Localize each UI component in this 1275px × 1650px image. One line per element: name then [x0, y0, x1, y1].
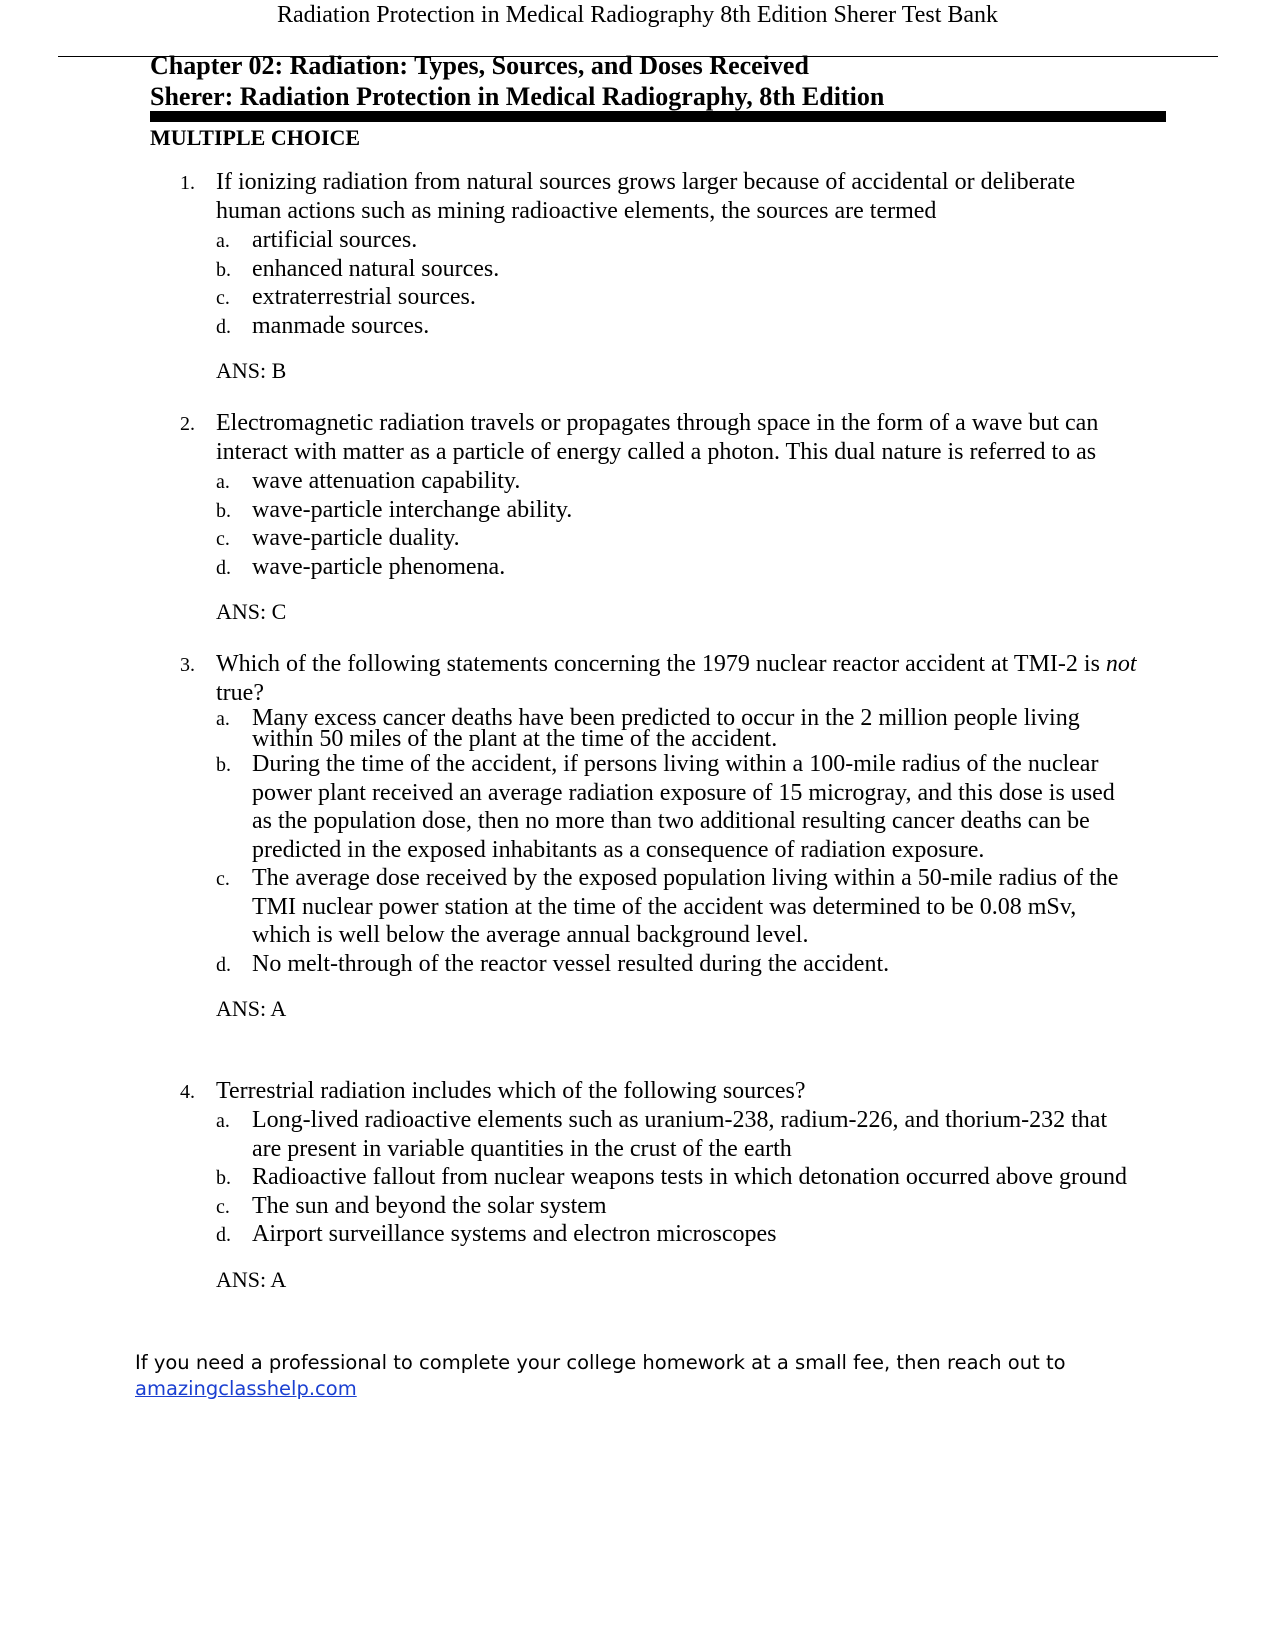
option-text: The sun and beyond the solar system — [252, 1192, 607, 1219]
option-letter: c. — [216, 287, 230, 309]
question-text-end: true? — [216, 680, 264, 706]
question-number: 1. — [180, 172, 195, 194]
chapter-title: Chapter 02: Radiation: Types, Sources, and Doses Received — [150, 51, 809, 80]
question-text-emphasis: not — [1105, 651, 1137, 677]
option-text: Many excess cancer deaths have been predicted to occur in the 2 million people living within 50 miles of the plant at the time of the accident. — [252, 705, 1080, 752]
question-stem — [180, 650, 1140, 708]
option-letter: b. — [216, 499, 231, 522]
option-text: manmade sources. — [252, 312, 430, 339]
option-text: extraterrestrial sources. — [252, 284, 476, 310]
footer-link[interactable]: amazingclasshelp.com — [135, 1377, 357, 1400]
option-letter: d. — [216, 556, 231, 579]
question-text: Electromagnetic radiation travels or propagates through space in the form of a wave but can interact with matter as a particle of energy called a photon. This dual nature is referred to as — [216, 410, 1099, 465]
question-1 — [180, 168, 1140, 384]
question-number: 2. — [180, 413, 195, 435]
option-c — [180, 864, 1140, 950]
option-text: wave attenuation capability. — [252, 468, 521, 494]
answer-key: ANS: A — [216, 1266, 287, 1292]
question-text: Terrestrial radiation includes which of the following sources? — [216, 1078, 806, 1104]
option-text: The average dose received by the exposed population living within a 50-mile radius of the TMI nuclear power station at the time of the accident was determined to be 0.08 mSv, which is well below the average annual background level. — [252, 865, 1119, 948]
option-list — [180, 226, 1140, 340]
question-text: If ionizing radiation from natural sources grows larger because of accidental or deliberate human actions such as mining radioactive elements, the sources are termed — [216, 169, 1076, 224]
option-letter: d. — [216, 1224, 231, 1246]
option-letter: b. — [216, 258, 231, 281]
option-letter: d. — [216, 953, 231, 976]
option-text: No melt-through of the reactor vessel resulted during the accident. — [252, 950, 890, 977]
option-letter: c. — [216, 528, 230, 550]
option-letter: a. — [216, 708, 230, 730]
option-text: Radioactive fallout from nuclear weapons tests in which detonation occurred above ground — [252, 1164, 1128, 1190]
footer-text: If you need a professional to complete your college homework at a small fee, then reach out to — [135, 1351, 1066, 1374]
option-letter: a. — [216, 471, 230, 493]
option-b — [180, 1163, 1140, 1192]
option-text: Airport surveillance systems and electron microscopes — [252, 1221, 777, 1247]
option-b — [180, 496, 1140, 525]
question-stem — [180, 1077, 1140, 1106]
question-3 — [180, 650, 1140, 1022]
question-stem — [180, 409, 1140, 467]
option-text: wave-particle interchange ability. — [252, 496, 573, 523]
question-text — [216, 651, 1137, 706]
section-heading: MULTIPLE CHOICE — [150, 125, 361, 150]
question-number: 3. — [180, 654, 195, 676]
option-letter: a. — [216, 1110, 230, 1132]
option-letter: a. — [216, 230, 230, 252]
option-c — [180, 283, 1140, 312]
option-a — [180, 467, 1140, 496]
title-divider — [150, 111, 1166, 122]
question-number: 4. — [180, 1081, 195, 1103]
option-d — [180, 950, 1140, 979]
option-letter: c. — [216, 1195, 230, 1218]
option-text: wave-particle duality. — [252, 525, 460, 551]
question-4 — [180, 1077, 1140, 1293]
option-b — [180, 255, 1140, 284]
running-header: Radiation Protection in Medical Radiography 8th Edition Sherer Test Bank — [276, 2, 999, 28]
question-2 — [180, 409, 1140, 625]
option-a — [180, 705, 1140, 752]
option-letter: b. — [216, 754, 231, 776]
option-c — [180, 1192, 1140, 1221]
option-d — [180, 1220, 1140, 1249]
option-list — [180, 705, 1140, 978]
option-list — [180, 467, 1140, 581]
option-d — [180, 312, 1140, 341]
option-c — [180, 524, 1140, 553]
option-text: During the time of the accident, if persons living within a 100-mile radius of the nuclear power plant received an average radiation exposure of 15 microgray, and this dose is used as the population dose, then no more than two additional resulting cancer deaths can be predicted in the exposed inhabitants as a consequence of radiation exposure. — [252, 751, 1115, 863]
book-title: Sherer: Radiation Protection in Medical Radiography, 8th Edition — [150, 82, 885, 111]
option-b — [180, 750, 1140, 864]
answer-key: ANS: B — [216, 358, 287, 383]
question-text-start: Which of the following statements concerning the 1979 nuclear reactor accident at TMI-2 is — [216, 651, 1106, 677]
option-text: enhanced natural sources. — [252, 255, 500, 282]
option-text: wave-particle phenomena. — [252, 553, 506, 580]
answer-key: ANS: A — [216, 996, 287, 1021]
option-letter: b. — [216, 1167, 231, 1189]
option-a — [180, 226, 1140, 255]
option-d — [180, 553, 1140, 582]
option-a — [180, 1106, 1140, 1163]
footer-promo — [135, 1350, 1215, 1402]
answer-key: ANS: C — [216, 599, 287, 624]
option-list — [180, 1106, 1140, 1249]
option-text: Long-lived radioactive elements such as uranium-238, radium-226, and thorium-232 that are present in variable quantities in the crust of the earth — [252, 1107, 1108, 1162]
option-letter: c. — [216, 868, 230, 890]
option-text: artificial sources. — [252, 227, 418, 253]
option-letter: d. — [216, 315, 231, 338]
question-stem — [180, 168, 1140, 226]
